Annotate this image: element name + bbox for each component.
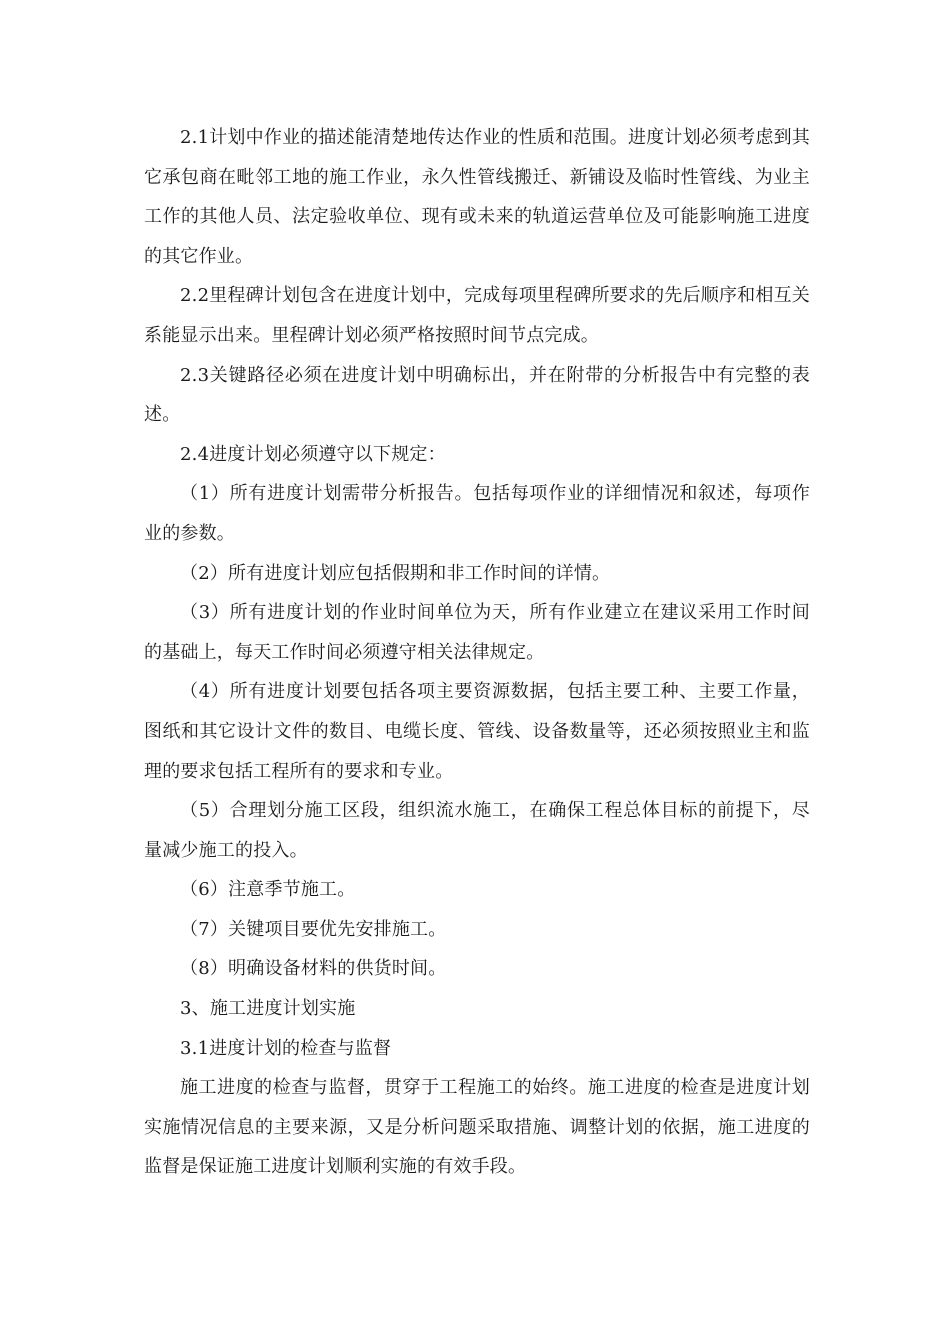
subsection-heading-3-1: 3.1进度计划的检查与监督 xyxy=(180,1037,392,1059)
document-page xyxy=(144,118,810,1187)
paragraph-2-3: 2.3关键路径必须在进度计划中明确标出，并在附带的分析报告中有完整的表述。 xyxy=(144,364,810,426)
list-item-5: （5）合理划分施工区段，组织流水施工，在确保工程总体目标的前提下，尽量减少施工的投入。 xyxy=(144,800,810,861)
list-item-8: （8）明确设备材料的供货时间。 xyxy=(180,958,447,980)
list-item-3: （3）所有进度计划的作业时间单位为天，所有作业建立在建议采用工作时间的基础上，每天工作时间必须遵守相关法律规定。 xyxy=(144,602,810,663)
list-item-2: （2）所有进度计划应包括假期和非工作时间的详情。 xyxy=(180,562,611,584)
list-item-7: （7）关键项目要优先安排施工。 xyxy=(180,918,447,940)
paragraph-2-2: 2.2里程碑计划包含在进度计划中，完成每项里程碑所要求的先后顺序和相互关系能显示出来。里程碑计划必须严格按照时间节点完成。 xyxy=(144,285,810,346)
paragraph-3-1-body: 施工进度的检查与监督，贯穿于工程施工的始终。施工进度的检查是进度计划实施情况信息的主要来源，又是分析问题采取措施、调整计划的依据，施工进度的监督是保证施工进度计划顺利实施的有效手段。 xyxy=(144,1077,810,1178)
list-item-1: （1）所有进度计划需带分析报告。包括每项作业的详细情况和叙述，每项作业的参数。 xyxy=(144,483,810,544)
paragraph-2-1: 2.1计划中作业的描述能清楚地传达作业的性质和范围。进度计划必须考虑到其它承包商在毗邻工地的施工作业，永久性管线搬迁、新铺设及临时性管线、为业主工作的其他人员、法定验收单位、现有或未来的轨道运营单位及可能影响施工进度的其它作业。 xyxy=(144,127,810,267)
list-item-6: （6）注意季节施工。 xyxy=(180,879,356,901)
list-item-4: （4）所有进度计划要包括各项主要资源数据，包括主要工种、主要工作量，图纸和其它设计文件的数目、电缆长度、管线、设备数量等，还必须按照业主和监理的要求包括工程所有的要求和专业。 xyxy=(144,681,810,782)
paragraph-2-4: 2.4进度计划必须遵守以下规定： xyxy=(180,443,446,465)
section-heading-3: 3、施工进度计划实施 xyxy=(180,998,356,1020)
